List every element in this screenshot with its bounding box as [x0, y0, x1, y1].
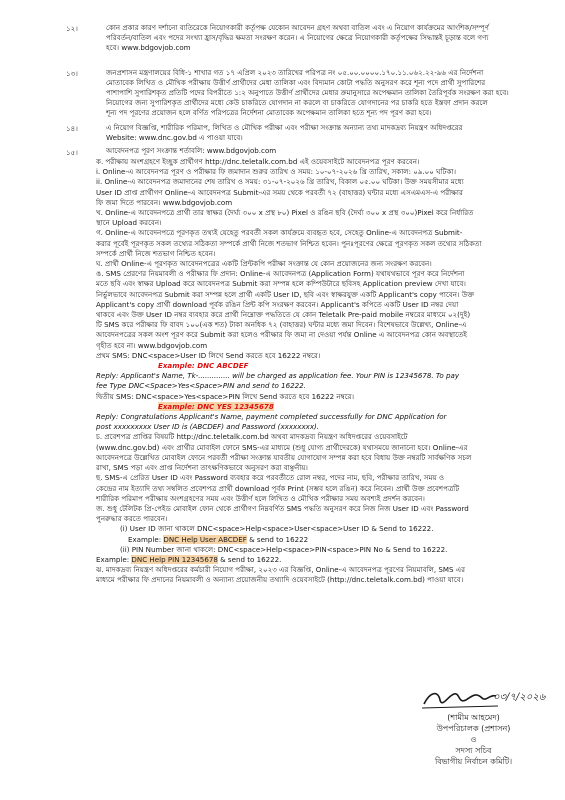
help-instruction-2: (ii) PIN Number জানা থাকলে: DNC<space>Help<space>PIN<space>PIN No & Send to 16222.: [120, 544, 448, 554]
section-14-text: [106, 123, 524, 143]
text-line: কেন্দ্রের নাম ইত্যাদি তথ্য সম্বলিত প্রবেশপত্র প্রার্থী download পূর্বক Print (সম্ভব হলে রঙিন) করে নিবেন। প্রার্থী উক্ত প্রবেশপত্রটি: [96, 483, 460, 493]
sms-reply-1b: fee Type DNC<Space>Yes<Space>PIN and send to 16222.: [96, 381, 306, 391]
text-line: খ. Online-এ আবেদনপত্রে প্রার্থী তার স্বাক্ষর (দৈর্ঘ্য ৩০০ x প্রস্থ ৮০) Pixel ও রঙিন ছবি (দৈর্ঘ্য ৩০০ x প্রস্থ ৩০০)Pixel করে নির্ধারিত: [96, 208, 474, 218]
text-line: সম্পর্কে প্রার্থী নিজে শতভাগ নিশ্চিত হবেন।: [96, 248, 216, 258]
signatory-and: ও: [470, 735, 477, 744]
sms-reply-2a: Reply: Congratulations Applicant's Name, payment completed successfully for DNC Application for: [96, 412, 447, 422]
signatory-name: (শামীম আহমেদ): [447, 713, 500, 722]
text-line: User ID প্রাপ্ত প্রার্থীগণ Online-এ আবেদনপত্র Submit-এর সময় থেকে পরবর্তী ৭২ (বাহাত্তর) ঘন্টার মধ্যে এসএমএস-এ পরীক্ষার: [96, 187, 463, 197]
text-line: চ. প্রবেশপত্র প্রাপ্তির বিষয়টি http://dnc.teletalk.com.bd অথবা মাদকদ্রব্য নিয়ন্ত্রণ অধিদপ্তরের ওয়েবসাইটে: [96, 432, 408, 442]
section-15-intro: [106, 146, 524, 156]
text-line: শূন্য পদ পূরণের প্রয়োজন হলে বর্ণিত পরিপত্রের নির্দেশনা মোতাবেক অপেক্ষমান তালিকা হতে শূন্য পদ পূরণ করা হবে।: [106, 108, 432, 117]
text-line: পুনরুদ্ধার করতে পারবেন।: [96, 514, 168, 524]
text-line: ঙ. SMS প্রেরণের নিয়মাবলী ও পরীক্ষার ফি প্রদান: Online-এ আবেদনপত্র (Application Form) যথাযথভাবে পূরণ করে নির্দেশনা: [96, 269, 465, 279]
example-label: Example:: [128, 534, 164, 544]
sms-example-1: [96, 361, 526, 371]
text-line: ফি জমা দিতে পারবেন। www.bdgovjob.com: [96, 197, 233, 207]
text-line: ঘ. প্রার্থী Online-এ পূরণকৃত আবেদনপত্রের একটি প্রিন্টকপি পরীক্ষা সংক্রান্ত যে কোন প্রয়োজনের জন্য সংরক্ষণ করবেন।: [96, 259, 432, 269]
section-13-text: [106, 68, 524, 118]
text-line: কোন প্রকার কারণ দর্শানো ব্যতিরেকে নিয়োগকারী কর্তৃপক্ষ যেকোন আবেদন গ্রহণ অথবা বাতিল এবং এ নিয়োগ কার্যক্রমের আংশিক/সম্পূর্ণ: [106, 23, 489, 32]
signature-date: ০৩/৭/২০২৬: [493, 692, 546, 703]
text-line: রাখা, SMS পড়া এবং প্রাপ্ত নির্দেশনা তাৎক্ষণিকভাবে অনুসরণ করা বাঞ্ছনীয়।: [96, 463, 308, 473]
help-example-1: [96, 535, 526, 545]
section-number-13: ১৩।: [66, 69, 78, 78]
text-line: মোতাবেক লিখিত ও মৌখিক পরীক্ষায় উত্তীর্ণ প্রার্থীদের মেধা তালিকা এবং বিদ্যমান কোটা পদ্ধতি অনুসরণ করে শূন্য পদে প্রার্থী সুপারিশের: [106, 78, 486, 87]
sms-instruction-1: প্রথম SMS: DNC<space>User ID লিখে Send করতে হবে 16222 নম্বরে।: [96, 350, 321, 360]
text-line: পরিবর্তন/বাতিল এবং পদের সংখ্যা হ্রাস/বৃদ্ধির ক্ষমতা সংরক্ষণ করেন। এ নিয়োগের ক্ষেত্রে নিয়োগকারী কর্তৃপক্ষের সিদ্ধান্তই চূড়ান্ত বলে গণ্য: [106, 33, 489, 42]
section-number-15: ১৫।: [66, 148, 78, 157]
text-line: গ. Online-এ আবেদনপত্রে পূরণকৃত তথ্যই যেহেতু পরবর্তী সকল কার্যক্রমে ব্যবহৃত হবে, সেহেতু Online-এ আবেদনপত্র Submit-: [96, 228, 463, 238]
text-line: হবে। www.bdgovjob.com: [106, 43, 191, 52]
text-line: Applicant's copy প্রার্থী download পূর্বক রঙিন প্রিন্ট কপি সংরক্ষণ করবেন। Applicant's কপিতে একটি User ID নম্বর দেয়া: [96, 299, 459, 309]
text-line: i. Online-এ আবেদনপত্র পূরণ ও পরীক্ষার ফি জমাদান শুরুর তারিখ ও সময়: ১০-০৭-২০২৬ খ্রি তারিখ, সকাল: ০৯.০০ ঘটিকা।: [96, 167, 456, 177]
signatory-title: উপপরিচালক (প্রশাসন): [436, 724, 511, 733]
text-line: করার পূর্বেই পূরণকৃত সকল তথ্যের সঠিকতা সম্পর্কে প্রার্থী নিজে শতভাগ নিশ্চিত হবেন। পুনঃপূরণের ক্ষেত্রে পূরণকৃত সকল তথ্যের সঠিকতা: [96, 238, 482, 248]
text-line: এ নিয়োগ বিজ্ঞপ্তি, শারীরিক পরিমাপ, লিখিত ও মৌখিক পরীক্ষা এবং পরীক্ষা সংক্রান্ত অন্যান্য তথ্য মাদকদ্রব্য নিয়ন্ত্রণ অধিদপ্তরের: [106, 123, 463, 132]
text-line: ছ. SMS-এ প্রেরিত User ID এবং Password ব্যবহার করে পরবর্তীতে রোল নম্বর, পদের নাম, ছবি, পরীক্ষার তারিখ, সময় ও: [96, 473, 445, 483]
sms-reply-1a: Reply: Applicant's Name, Tk-.............. will be charged as application fee. Your PIN is 12345678. To pay: [96, 371, 460, 381]
text-line: আবেদনপত্র পূরণ সংক্রান্ত শর্তাবলি: www.bdgovjob.com: [106, 146, 277, 155]
section-number-14: ১৪।: [66, 124, 78, 133]
example-label: Example:: [96, 554, 132, 564]
sms-reply-2b: post xxxxxxxxx User ID is (ABCDEF) and Password (xxxxxxxx).: [96, 422, 320, 432]
example-highlight: DNC Help PIN 12345678: [131, 554, 218, 564]
signature-block: [396, 712, 551, 767]
text-line: নির্ভুলভাবে আবেদনপত্র Submit করা সম্পন্ন হলে প্রার্থী একটি User ID, ছবি এবং স্বাক্ষরযুক্ত একটি Applicant's copy পাবেন। উক্ত: [96, 289, 475, 299]
text-line: (www.dnc.gov.bd) এবং প্রার্থীর মোবাইল ফোনে SMS-এর মাধ্যমে (শুধু যোগ্য প্রার্থীদেরকে) যথাসময়ে জানানো হবে। Online-এর: [96, 442, 468, 452]
text-line: আবেদনপত্রের সকল অংশ পূরণ করে Submit করা হলেও পরীক্ষার ফি জমা না দেওয়া পর্যন্ত Online এ আবেদনপত্র কোন অবস্থাতেই: [96, 330, 467, 340]
text-line: শারীরিক পরিমাপ পরীক্ষায় অংশগ্রহণের সময় এবং উত্তীর্ণ হলে লিখিত ও মৌখিক পরীক্ষার সময় অবশ্যই প্রদর্শন করবেন।: [96, 493, 425, 503]
signatory-committee: বিভাগীয় নির্বাচন কমিটি।: [434, 757, 513, 766]
text-line: থাকবে এবং উক্ত User ID নম্বর ব্যবহার করে প্রার্থী নিম্নোক্ত পদ্ধতিতে যে কোন Teletalk Pre-paid mobile নম্বরের মাধ্যমে ০২(দুই): [96, 310, 471, 320]
text-line: ক. পরীক্ষায় অংশগ্রহণে ইচ্ছুক প্রার্থীগণ http://dnc.teletalk.com.bd এই ওয়েবসাইটে আবেদনপত্র পূরণ করবেন।: [96, 157, 420, 166]
text-line: নিয়োগের জন্য সুপারিশকৃত প্রার্থীদের মধ্যে কেউ চাকরিতে যোগদান না করলে বা চাকরিতে যোগদানের পর চাকরি হতে ইস্তফা প্রদান করলে: [106, 98, 488, 107]
text-line: জনপ্রশাসন মন্ত্রণালয়ের বিধি-১ শাখার গত ১৭ এপ্রিল ২০২৩ তারিখের পরিপত্র নং ০৫.০০.০০০০.১৭০.১১.০৬২.২২-৯৬ এর নির্দেশনা: [106, 68, 484, 77]
section-15-body: [96, 157, 526, 586]
help-example-2: [96, 555, 526, 565]
text-line: মাধ্যমে পরীক্ষার ফি প্রদানের নিয়মাবলী ও অন্যান্য প্রয়োজনীয় তথ্যাদি ওয়েবসাইটে (http://dnc.teletalk.com.bd) পাওয়া যাবে।: [96, 575, 464, 585]
text-line: জ. শুধু টেলিটক প্রি-পেইড মোবাইল ফোন থেকে প্রার্থীগণ নিম্নবর্ণিত SMS পদ্ধতি অনুসরণ করে নিজ নিজ User ID এবং Password: [96, 503, 469, 513]
signatory-role: সদস্য সচিব: [455, 746, 492, 755]
sms-example-2: [96, 402, 526, 412]
text-line: পাশাপাশি সুপারিশকৃত প্রতিটি পদের বিপরীতে ১:২ অনুপাতে উত্তীর্ণ প্রার্থীদের মেধার ক্রমানুসারে অপেক্ষমান তালিকা তৈরিপূর্বক সংরক্ষণ করা হবে।: [106, 88, 509, 97]
example-text: Example: DNC ABCDEF: [158, 361, 249, 371]
text-line: টি SMS করে পরীক্ষার ফি বাবদ ১০০(এক শত) টাকা অনধিক ৭২ (বাহাত্তর) ঘন্টার মধ্যে জমা দিবেন। বিশেষভাবে উল্লেখ্য, Online-এ: [96, 320, 467, 330]
text-line: স্থানে Upload করবেন।: [96, 218, 162, 228]
section-number-12: ১২।: [66, 24, 78, 33]
text-line: গৃহীত হবে না। www.bdgovjob.com: [96, 340, 208, 350]
help-instruction-1: (i) User ID জানা থাকলে DNC<space>Help<space>User<space>User ID & Send to 16222.: [120, 524, 434, 534]
text-line: Website: www.dnc.gov.bd এ পাওয়া যাবে।: [106, 133, 243, 142]
text-line: ঝ. মাদকদ্রব্য নিয়ন্ত্রণ অধিদপ্তরের কর্মচারী নিয়োগ পরীক্ষা, ২০২৩ এর বিজ্ঞপ্তি, Online-এ আবেদনপত্র পূরণের নিয়মাবলি, SMS এর: [96, 565, 466, 575]
example-highlight: DNC Help User ABCDEF: [163, 534, 247, 544]
sms-instruction-2: দ্বিতীয় SMS: DNC<space>Yes<space>PIN লিখে Send করতে হবে 16222 নম্বরে।: [96, 391, 355, 401]
text-line: ii. Online-এ আবেদনপত্র জমাদানের শেষ তারিখ ও সময়: ৩১-০৭-২০২৬ খ্রি তারিখ, বিকাল ০৫.০০ ঘটিকা। উক্ত সময়সীমার মধ্যে: [96, 177, 464, 187]
example-text: Example: DNC YES 12345678: [158, 401, 274, 411]
text-line: আবেদনপত্রে উল্লেখিত মোবাইল ফোনে পরবর্তী পরীক্ষা সংক্রান্ত যাবতীয় যোগাযোগ সম্পন্ন করা হবে বিধায় উক্ত নম্বরটি সার্বক্ষণিক সচল: [96, 452, 472, 462]
example-suffix: & send to 16222: [246, 534, 309, 544]
text-line: মতে ছবি এবং স্বাক্ষর Upload করে আবেদনপত্র Submit করা সম্পন্ন হলে কম্পিউটারে ছবিসহ Application preview দেখা যাবে।: [96, 279, 466, 289]
example-suffix: & send to 16222.: [217, 554, 282, 564]
section-12-text: [106, 23, 524, 53]
